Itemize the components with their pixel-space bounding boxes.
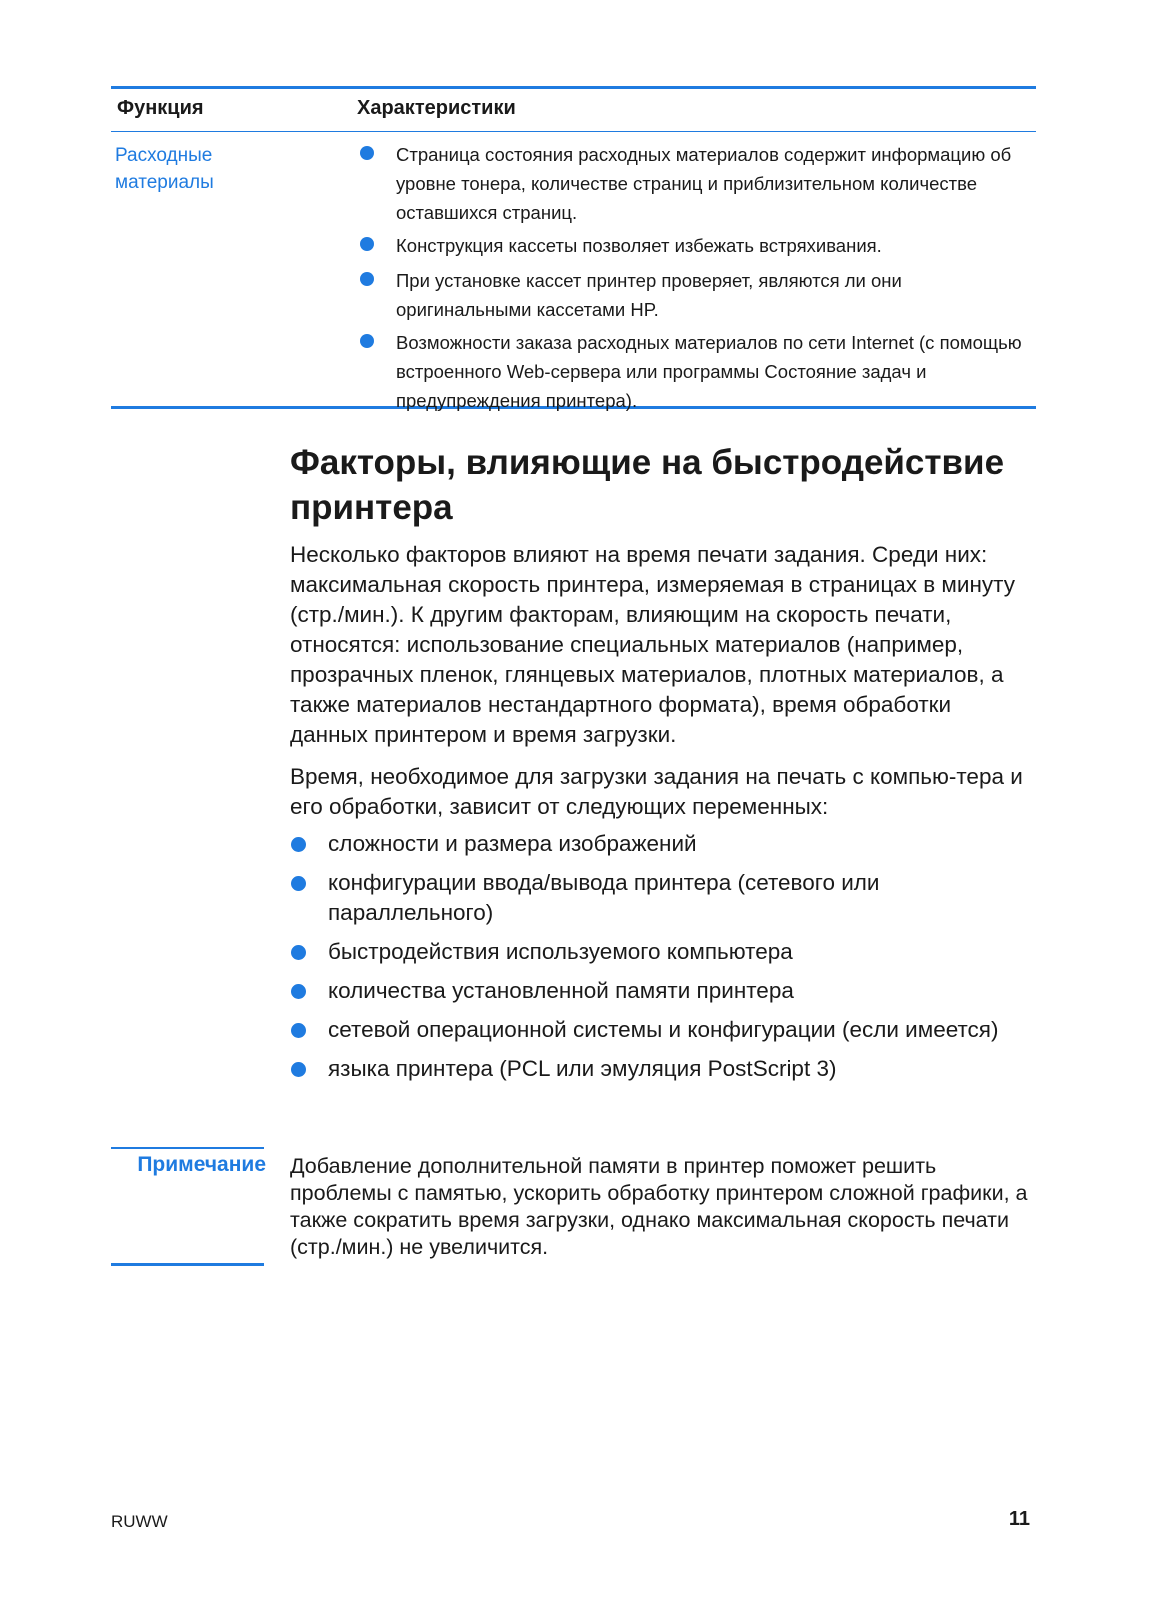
note-text: Добавление дополнительной памяти в принтер поможет решить проблемы с памятью, ускорить обработку принтером сложной графики, а также сократить время загрузки, однако максимальная скорость печати (стр./мин.) не увеличится. [290,1154,1028,1259]
bullet-icon [360,334,374,348]
feature-text: При установке кассет принтер проверяет, являются ли они оригинальными кассетами HP. [396,270,902,320]
bullet-icon [360,272,374,286]
note-label: Примечание [137,1153,266,1176]
table-header-row [111,89,1036,131]
features-table [111,86,1036,409]
list-item-text: конфигурации ввода/вывода принтера (сетевого или параллельного) [328,870,880,925]
paragraph: Несколько факторов влияют на время печати задания. Среди них: максимальная скорость принтера, измеряемая в страницах в минуту (стр./мин.). К другим факторам, влияющим на скорость печати, относятся: использование специальных материалов (например, прозрачных пленок, глянцевых материалов, плотных материалов, а также материалов нестандартного формата), время обработки данных принтером и время загрузки. [290,542,1015,747]
list-item [290,937,1035,967]
variables-list [290,829,1035,1093]
table-cell-function: Расходные материалы [115,145,214,193]
feature-text: Страница состояния расходных материалов содержит информацию об уровне тонера, количестве страниц и приблизительном количестве оставшихся страниц. [396,144,1012,223]
list-item [290,1054,1035,1084]
paragraph: Время, необходимое для загрузки задания на печать с компью-тера и его обработки, зависит от следующих переменных: [290,764,1023,819]
list-item [357,328,1037,415]
bullet-icon [291,984,306,999]
bullet-icon [360,146,374,160]
list-item-text: быстродействия используемого компьютера [328,939,793,964]
bullet-icon [360,237,374,251]
list-item [290,976,1035,1006]
feature-text: Возможности заказа расходных материалов по сети Internet (с помощью встроенного Web-сервера или программы Состояние задач и предупреждения принтера). [396,332,1022,411]
list-item [290,829,1035,859]
note-rule-bottom [111,1263,264,1266]
bullet-icon [291,876,306,891]
list-item-text: количества установленной памяти принтера [328,978,794,1003]
bullet-icon [291,1062,306,1077]
list-item [290,1015,1035,1045]
table-header-function: Функция [117,97,204,119]
bullet-icon [291,1023,306,1038]
feature-text: Конструкция кассеты позволяет избежать встряхивания. [396,235,882,256]
table-cell-features [357,140,1037,419]
footer-doc-code: RUWW [111,1512,168,1531]
bullet-icon [291,837,306,852]
list-item [357,266,1037,324]
list-item-text: сложности и размера изображений [328,831,697,856]
page-number: 11 [1008,1508,1030,1530]
bullet-icon [291,945,306,960]
list-item-text: сетевой операционной системы и конфигурации (если имеется) [328,1017,999,1042]
list-item [357,140,1037,227]
list-item-text: языка принтера (PCL или эмуляция PostScript 3) [328,1056,837,1081]
section-heading: Факторы, влияющие на быстродействие принтера [290,443,1005,527]
table-header-features: Характеристики [357,97,516,119]
list-item [290,868,1035,928]
table-row [111,132,1036,411]
note-rule-top [111,1147,264,1149]
list-item [357,231,1037,260]
